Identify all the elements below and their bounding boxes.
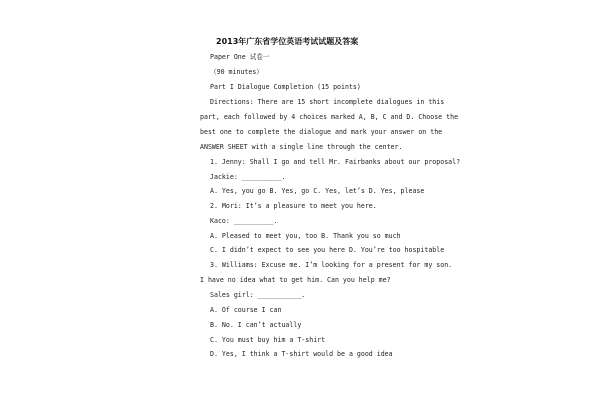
- directions-line-2: part, each followed by 4 choices marked A, B, C and D. Choose the: [200, 113, 459, 121]
- question-2-options-ab: A. Pleased to meet you, too B. Thank you so much: [210, 232, 401, 240]
- question-3-option-d: D. Yes, I think a T-shirt would be a good idea: [210, 350, 393, 358]
- question-1-blank: Jackie: __________.: [210, 173, 286, 181]
- part-one-heading: Part I Dialogue Completion (15 points): [210, 83, 361, 91]
- question-3-blank: Sales girl: ___________.: [210, 291, 306, 299]
- question-3-option-b: B. No. I can’t actually: [210, 321, 302, 329]
- paper-one-heading: Paper One 试卷一: [210, 53, 270, 61]
- question-2-options-cd: C. I didn’t expect to see you here D. You’re too hospitable: [210, 246, 445, 254]
- question-2: 2. Mori: It’s a pleasure to meet you here.: [210, 202, 377, 210]
- question-3: 3. Williams: Excuse me. I’m looking for a present for my son.: [210, 261, 453, 269]
- document-title: 2013年广东省学位英语考试试题及答案: [216, 37, 359, 46]
- question-1: 1. Jenny: Shall I go and tell Mr. Fairbanks about our proposal?: [210, 158, 461, 166]
- duration-line: （90 minutes）: [210, 68, 263, 76]
- directions-line-3: best one to complete the dialogue and mark your answer on the: [200, 128, 443, 136]
- question-1-options: A. Yes, you go B. Yes, go C. Yes, let’s D. Yes, please: [210, 187, 425, 195]
- question-2-blank: Kaco: __________.: [210, 217, 278, 225]
- question-3-option-a: A. Of course I can: [210, 306, 282, 314]
- question-3-continued: I have no idea what to get him. Can you help me?: [200, 276, 391, 284]
- question-3-option-c: C. You must buy him a T-shirt: [210, 336, 326, 344]
- directions-line-4: ANSWER SHEET with a single line through the center.: [200, 143, 403, 151]
- directions-line-1: Directions: There are 15 short incomplete dialogues in this: [210, 98, 445, 106]
